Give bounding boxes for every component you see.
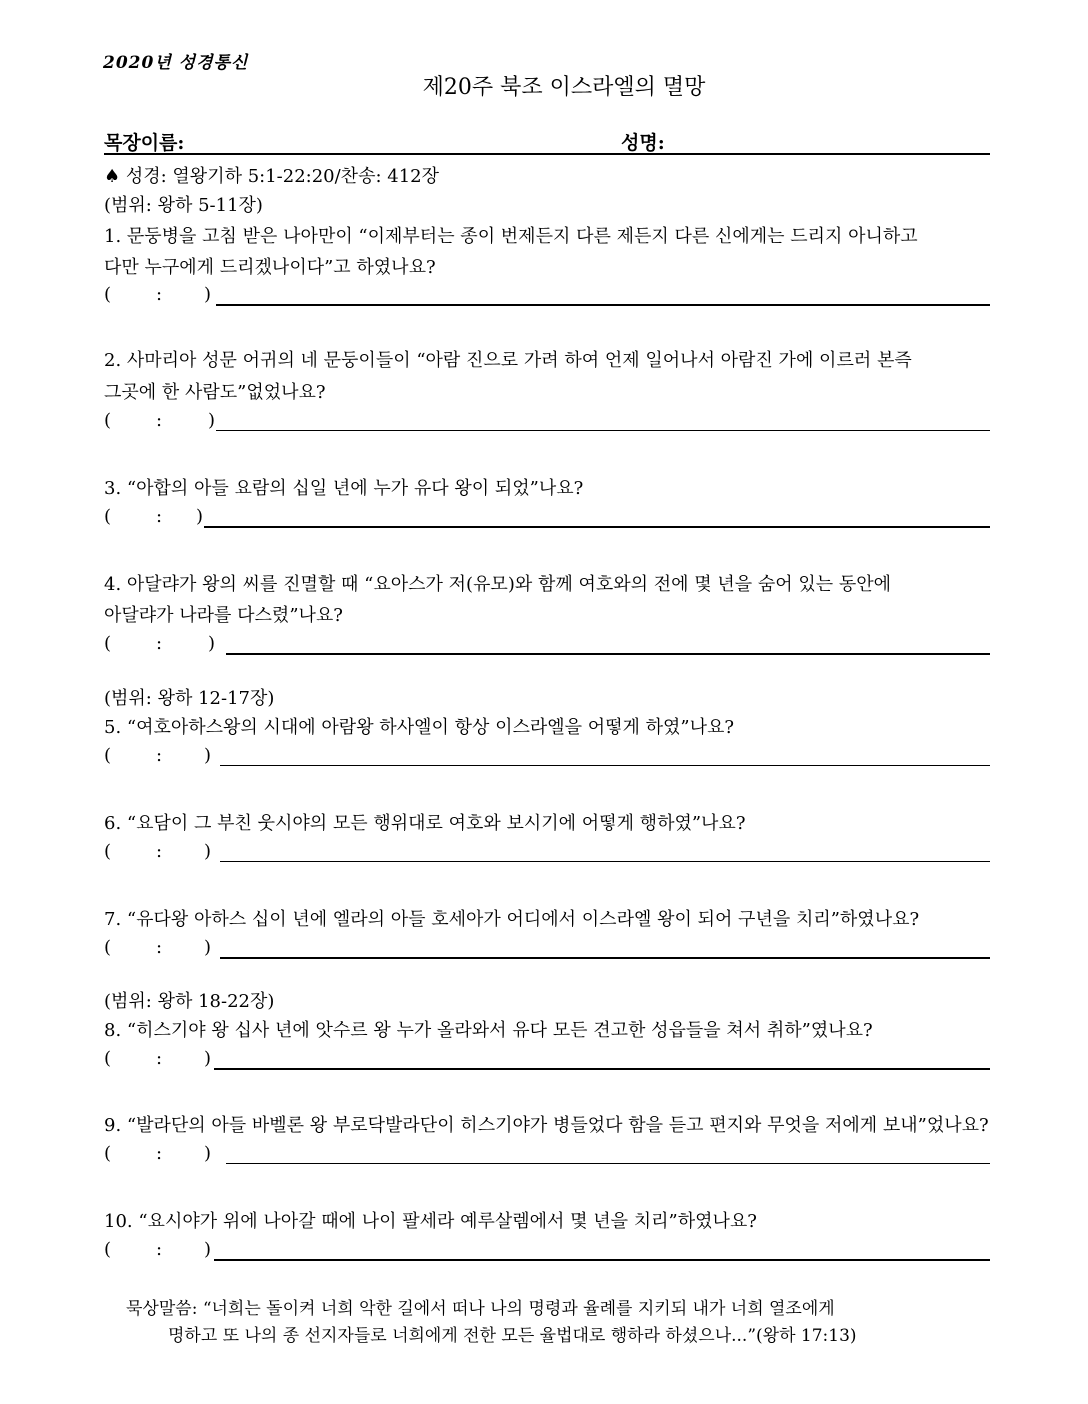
answer-line[interactable]: [220, 861, 990, 862]
close-paren: ): [204, 841, 212, 862]
question-text: 8. “히스기야 왕 십사 년에 앗수르 왕 누가 올라와서 유다 모든 견고한 성읍들을 쳐서 취하”였나요?: [104, 1020, 873, 1041]
question-text: 1. 문둥병을 고침 받은 나아만이 “이제부터는 종이 번제든지 다른 제든지 다른 신에게는 드리지 아니하고: [104, 226, 918, 247]
section-range: (범위: 왕하 18-22장): [104, 991, 275, 1012]
answer-line[interactable]: [226, 1163, 990, 1164]
page-title: 제20주 북조 이스라엘의 멸망: [422, 75, 706, 100]
close-paren: ): [204, 1239, 212, 1260]
question-text: 5. “여호아하스왕의 시대에 아람왕 하사엘이 항상 이스라엘을 어떻게 하였”나요?: [104, 717, 735, 738]
colon: :: [156, 745, 163, 766]
close-paren: ): [208, 410, 216, 431]
answer-line[interactable]: [204, 526, 990, 528]
answer-row: [104, 1143, 990, 1167]
question-text: 7. “유다왕 아하스 십이 년에 엘라의 아들 호세아가 어디에서 이스라엘 왕이 되어 구년을 치리”하였나요?: [104, 909, 920, 930]
answer-row: [104, 1239, 990, 1263]
meditation-verse: 명하고 또 나의 종 선지자들로 너희에게 전한 모든 율법대로 행하라 하셨으나...”(왕하 17:13): [168, 1326, 857, 1346]
question-text: 2. 사마리아 성문 어귀의 네 문둥이들이 “아람 진으로 가려 하여 언제 일어나서 아람진 가에 이르러 본즉: [104, 350, 912, 371]
colon: :: [156, 1048, 163, 1069]
open-paren: (: [104, 1048, 112, 1069]
close-paren: ): [204, 745, 212, 766]
colon: :: [156, 410, 163, 431]
open-paren: (: [104, 284, 112, 305]
close-paren: ): [208, 633, 216, 654]
open-paren: (: [104, 1239, 112, 1260]
open-paren: (: [104, 937, 112, 958]
close-paren: ): [204, 937, 212, 958]
group-name-label: 목장이름:: [104, 132, 185, 154]
answer-row: [104, 633, 990, 657]
scripture-line: ♠ 성경: 열왕기하 5:1-22:20/찬송: 412장: [104, 166, 439, 187]
section-range: (범위: 왕하 12-17장): [104, 688, 275, 709]
close-paren: ): [204, 1143, 212, 1164]
answer-line[interactable]: [214, 1259, 990, 1261]
colon: :: [156, 284, 163, 305]
question-text: 다만 누구에게 드리겠나이다”고 하였나요?: [104, 257, 436, 278]
question-text: 10. “요시야가 위에 나아갈 때에 나이 팔세라 예루살렘에서 몇 년을 치리”하였나요?: [104, 1211, 757, 1232]
year-label: 2020년 성경통신: [103, 53, 249, 73]
question-text: 아달랴가 나라를 다스렸”나요?: [104, 605, 343, 626]
question-text: 그곳에 한 사람도”없었나요?: [104, 382, 326, 403]
close-paren: ): [204, 284, 212, 305]
colon: :: [156, 506, 163, 527]
question-text: 9. “발라단의 아들 바벨론 왕 부로닥발라단이 히스기야가 병들었다 함을 듣고 편지와 무엇을 저에게 보내”었나요?: [104, 1115, 989, 1136]
open-paren: (: [104, 745, 112, 766]
answer-line[interactable]: [220, 957, 990, 959]
section-range: (범위: 왕하 5-11장): [104, 195, 263, 216]
answer-row: [104, 284, 990, 308]
answer-row: [104, 410, 990, 434]
name-field-line[interactable]: [104, 153, 990, 155]
name-label: 성명:: [621, 132, 665, 154]
question-text: 4. 아달랴가 왕의 씨를 진멸할 때 “요아스가 저(유모)와 함께 여호와의 전에 몇 년을 숨어 있는 동안에: [104, 574, 891, 595]
colon: :: [156, 841, 163, 862]
colon: :: [156, 1143, 163, 1164]
answer-row: [104, 745, 990, 769]
colon: :: [156, 937, 163, 958]
close-paren: ): [196, 506, 204, 527]
close-paren: ): [204, 1048, 212, 1069]
open-paren: (: [104, 841, 112, 862]
open-paren: (: [104, 410, 112, 431]
answer-line[interactable]: [216, 430, 990, 431]
question-text: 3. “아합의 아들 요람의 십일 년에 누가 유다 왕이 되었”나요?: [104, 478, 584, 499]
answer-line[interactable]: [216, 304, 990, 306]
answer-row: [104, 1048, 990, 1072]
colon: :: [156, 633, 163, 654]
question-text: 6. “요담이 그 부친 웃시야의 모든 행위대로 여호와 보시기에 어떻게 행하였”나요?: [104, 813, 746, 834]
answer-row: [104, 506, 990, 530]
open-paren: (: [104, 506, 112, 527]
colon: :: [156, 1239, 163, 1260]
answer-line[interactable]: [220, 765, 990, 766]
open-paren: (: [104, 1143, 112, 1164]
answer-line[interactable]: [226, 653, 990, 655]
answer-row: [104, 937, 990, 961]
answer-line[interactable]: [214, 1068, 990, 1070]
open-paren: (: [104, 633, 112, 654]
answer-row: [104, 841, 990, 865]
meditation-verse: 묵상말씀: “너희는 돌이켜 너희 악한 길에서 떠나 나의 명령과 율례를 지키되 내가 너희 열조에게: [126, 1299, 835, 1319]
